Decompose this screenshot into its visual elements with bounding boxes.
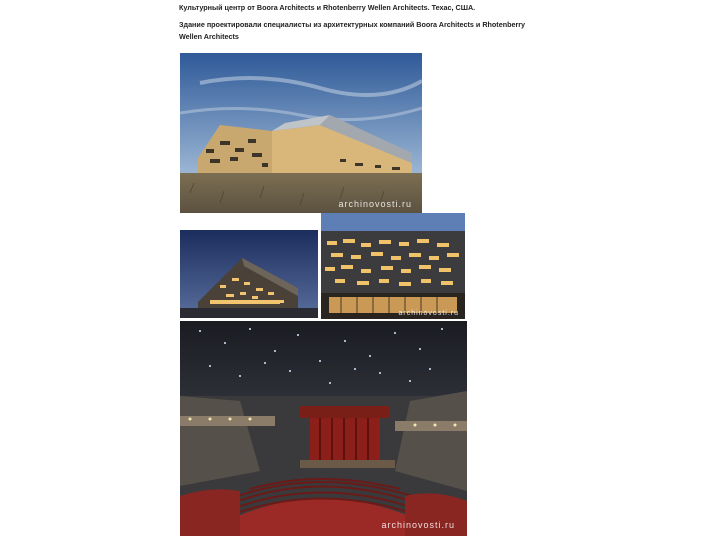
description-line-1: Здание проектировали специалисты из архитектурных компаний Boora Architects и Rhotenberry <box>179 20 526 29</box>
description-line-2: Wellen Architects <box>179 32 239 41</box>
facade-night-photo <box>321 213 465 319</box>
exterior-day-photo <box>180 53 422 213</box>
exterior-dusk-photo <box>180 230 318 318</box>
auditorium-interior-photo <box>180 321 467 536</box>
watermark: archinovosti.ru <box>398 310 459 317</box>
title-caption: Культурный центр от Boora Architects и Rhotenberry Wellen Architects. Техас, США. <box>179 3 476 12</box>
watermark: archinovosti.ru <box>381 520 455 530</box>
watermark: archinovosti.ru <box>338 199 412 209</box>
